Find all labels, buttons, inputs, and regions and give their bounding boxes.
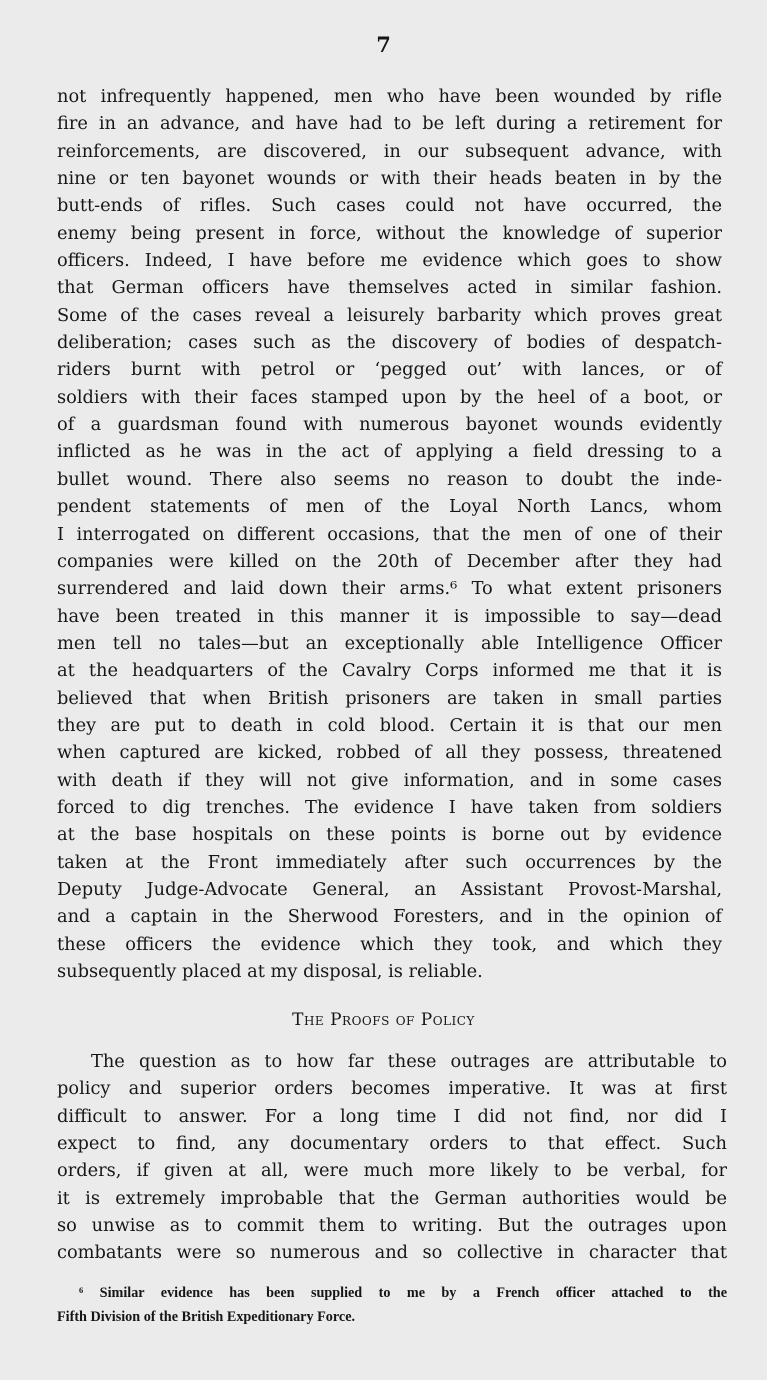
- text-line: bullet wound. There also seems no reason to doubt the inde-: [57, 468, 722, 490]
- text-line: I interrogated on different occasions, that the men of one of their: [57, 523, 722, 545]
- text-line: have been treated in this manner it is impossible to say—dead: [57, 605, 722, 627]
- text-line: Some of the cases reveal a leisurely barbarity which proves great: [57, 304, 722, 326]
- text-line: combatants were so numerous and so collective in character that: [57, 1242, 727, 1264]
- text-line: deliberation; cases such as the discovery of bodies of despatch-: [57, 332, 722, 354]
- text-line: at the headquarters of the Cavalry Corps informed me that it is: [57, 660, 722, 682]
- text-line: expect to find, any documentary orders to that effect. Such: [57, 1133, 727, 1155]
- text-line: that German officers have themselves acted in similar fashion.: [57, 277, 722, 299]
- text-line: when captured are kicked, robbed of all they possess, threatened: [57, 742, 722, 764]
- text-line: believed that when British prisoners are taken in small parties: [57, 687, 722, 709]
- text-line: at the base hospitals on these points is borne out by evidence: [57, 824, 722, 846]
- page-number: 7: [376, 32, 391, 57]
- text-line: companies were killed on the 20th of December after they had: [57, 550, 722, 572]
- footnote: [57, 1281, 727, 1329]
- text-line: so unwise as to commit them to writing. But the outrages upon: [57, 1215, 727, 1237]
- text-line: inflicted as he was in the act of applying a field dressing to a: [57, 441, 722, 463]
- text-line: policy and superior orders becomes imperative. It was at first: [57, 1078, 727, 1100]
- text-line: with death if they will not give information, and in some cases: [57, 769, 722, 791]
- body-paragraph-2: [57, 1048, 727, 1267]
- text-line: surrendered and laid down their arms.⁶ To what extent prisoners: [57, 578, 722, 600]
- text-line: and a captain in the Sherwood Foresters, and in the opinion of: [57, 906, 722, 928]
- text-line: The question as to how far these outrages are attributable to: [91, 1051, 727, 1072]
- text-line: orders, if given at all, were much more likely to be verbal, for: [57, 1160, 727, 1182]
- text-line: they are put to death in cold blood. Certain it is that our men: [57, 714, 722, 736]
- text-line: nine or ten bayonet wounds or with their heads beaten in by the: [57, 168, 722, 190]
- text-line: fire in an advance, and have had to be left during a retirement for: [57, 113, 722, 135]
- text-line: men tell no tales—but an exceptionally able Intelligence Officer: [57, 632, 722, 654]
- footnote-line: ⁶ Similar evidence has been supplied to me by a French officer attached to the: [79, 1285, 727, 1301]
- text-line: enemy being present in force, without the knowledge of superior: [57, 222, 722, 244]
- text-line: subsequently placed at my disposal, is reliable.: [57, 961, 483, 982]
- text-line: pendent statements of men of the Loyal North Lancs, whom: [57, 496, 722, 518]
- text-line: forced to dig trenches. The evidence I have taken from soldiers: [57, 796, 722, 818]
- text-line: butt-ends of rifles. Such cases could not have occurred, the: [57, 195, 722, 217]
- text-line: reinforcements, are discovered, in our subsequent advance, with: [57, 140, 722, 162]
- text-line: Deputy Judge-Advocate General, an Assistant Provost-Marshal,: [57, 878, 722, 900]
- text-line: difficult to answer. For a long time I did not find, nor did I: [57, 1105, 727, 1127]
- body-paragraph-1: [57, 83, 722, 985]
- text-line: not infrequently happened, men who have been wounded by rifle: [57, 86, 722, 107]
- text-line: it is extremely improbable that the German authorities would be: [57, 1187, 727, 1209]
- text-line: taken at the Front immediately after such occurrences by the: [57, 851, 722, 873]
- text-line: officers. Indeed, I have before me evidence which goes to show: [57, 250, 722, 272]
- text-line: these officers the evidence which they took, and which they: [57, 933, 722, 955]
- footnote-line: Fifth Division of the British Expeditionary Force.: [57, 1309, 356, 1325]
- text-line: of a guardsman found with numerous bayonet wounds evidently: [57, 414, 722, 436]
- section-heading: The Proofs of Policy: [292, 1010, 475, 1030]
- text-line: riders burnt with petrol or ‘pegged out’ with lances, or of: [57, 359, 722, 381]
- text-line: soldiers with their faces stamped upon by the heel of a boot, or: [57, 386, 722, 408]
